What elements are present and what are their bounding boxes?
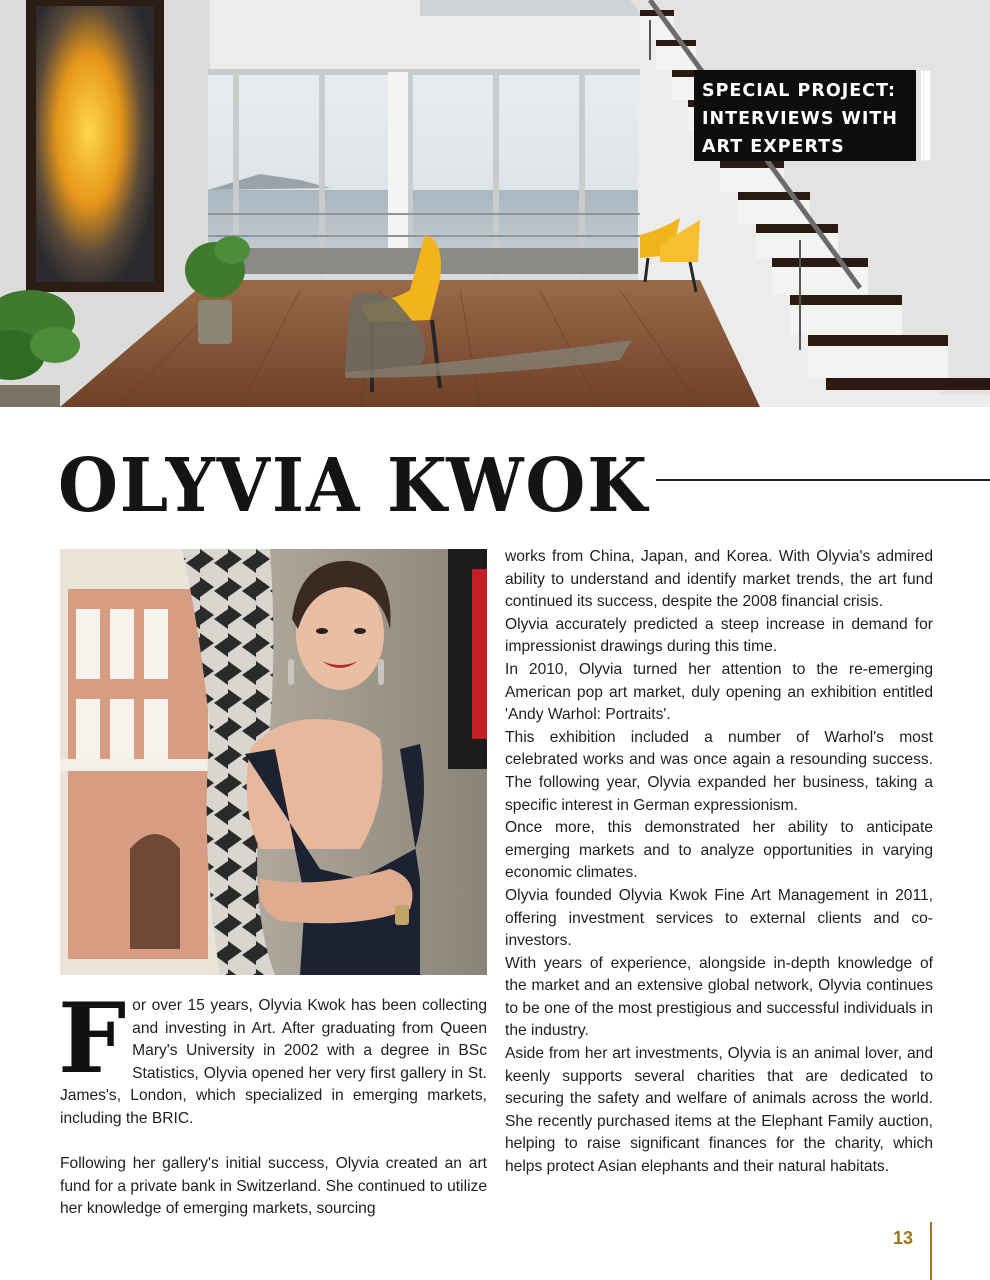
article-column-right xyxy=(505,546,933,1179)
badge-line: INTERVIEWS WITH xyxy=(702,109,898,129)
article-column-left xyxy=(58,982,487,1221)
body-paragraph: This exhibition included a number of Warhol's most celebrated works and was once again a resounding success. The following year, Olyvia expanded her business, taking a specific interest in German expressionism. xyxy=(505,728,933,814)
badge-line: ART EXPERTS xyxy=(702,137,845,157)
window-sill xyxy=(60,759,225,771)
title-divider xyxy=(656,479,990,481)
body-paragraph: Olyvia accurately predicted a steep increase in demand for impressionist drawings during this time. xyxy=(505,615,933,656)
portrait-photo xyxy=(60,549,487,975)
body-paragraph: Aside from her art investments, Olyvia is an animal lover, and keenly supports several charities that are dedicated to securing the safety and welfare of animals across the world. She recently purchased items at the Elephant Family auction, helping to raise significant finances for the charity, which helps protect Asian elephants and their natural habitats. xyxy=(505,1045,933,1176)
paragraph-spacer xyxy=(60,1131,487,1154)
body-paragraph: Following her gallery's initial success, Olyvia created an art fund for a private bank in Switzerland. She continued to utilize her knowledge of emerging markets, sourcing xyxy=(60,1155,487,1218)
white-column xyxy=(388,72,408,272)
badge-line: SPECIAL PROJECT: xyxy=(702,81,896,101)
body-paragraph: With years of experience, alongside in-depth knowledge of the market and an extensive global network, Olyvia continues to be one of the most prestigious and successful individuals in the industry. xyxy=(505,954,933,1040)
intro-text: or over 15 years, Olyvia Kwok has been collecting and investing in Art. After graduating from Queen Mary's University in 2002 with a degree in BSc Statistics, Olyvia opened her very first gallery in St. James's, London, which specialized in emerging markets, including the BRIC. xyxy=(60,997,487,1127)
page-number: 13 xyxy=(893,1228,914,1248)
special-project-badge xyxy=(694,70,916,161)
body-paragraph: In 2010, Olyvia turned her attention to the re-emerging American pop art market, duly opening an exhibition entitled 'Andy Warhol: Portraits'. xyxy=(505,660,933,724)
article-title: OLYVIA KWOK xyxy=(58,443,649,529)
hero-illustration xyxy=(0,0,990,407)
portrait-illustration xyxy=(60,549,487,975)
intro-paragraph xyxy=(58,982,487,1131)
abstract-painting xyxy=(36,6,154,282)
body-paragraph: Once more, this demonstrated her ability to anticipate emerging markets and to analyze opportunities in varying economic climates. xyxy=(505,819,933,882)
page-number-rule xyxy=(930,1222,932,1280)
arched-door xyxy=(130,834,180,949)
skylight xyxy=(420,0,660,16)
hero-interior-photo xyxy=(0,0,990,407)
red-artwork xyxy=(472,569,487,739)
badge-accent-bar xyxy=(921,70,931,161)
body-paragraph: Olyvia founded Olyvia Kwok Fine Art Management in 2011, offering investment services to external clients and co-investors. xyxy=(505,886,933,950)
drop-cap: F xyxy=(58,982,127,1095)
body-paragraph: works from China, Japan, and Korea. With Olyvia's admired ability to understand and identify market trends, the art fund continued its success, despite the 2008 financial crisis. xyxy=(505,548,933,611)
